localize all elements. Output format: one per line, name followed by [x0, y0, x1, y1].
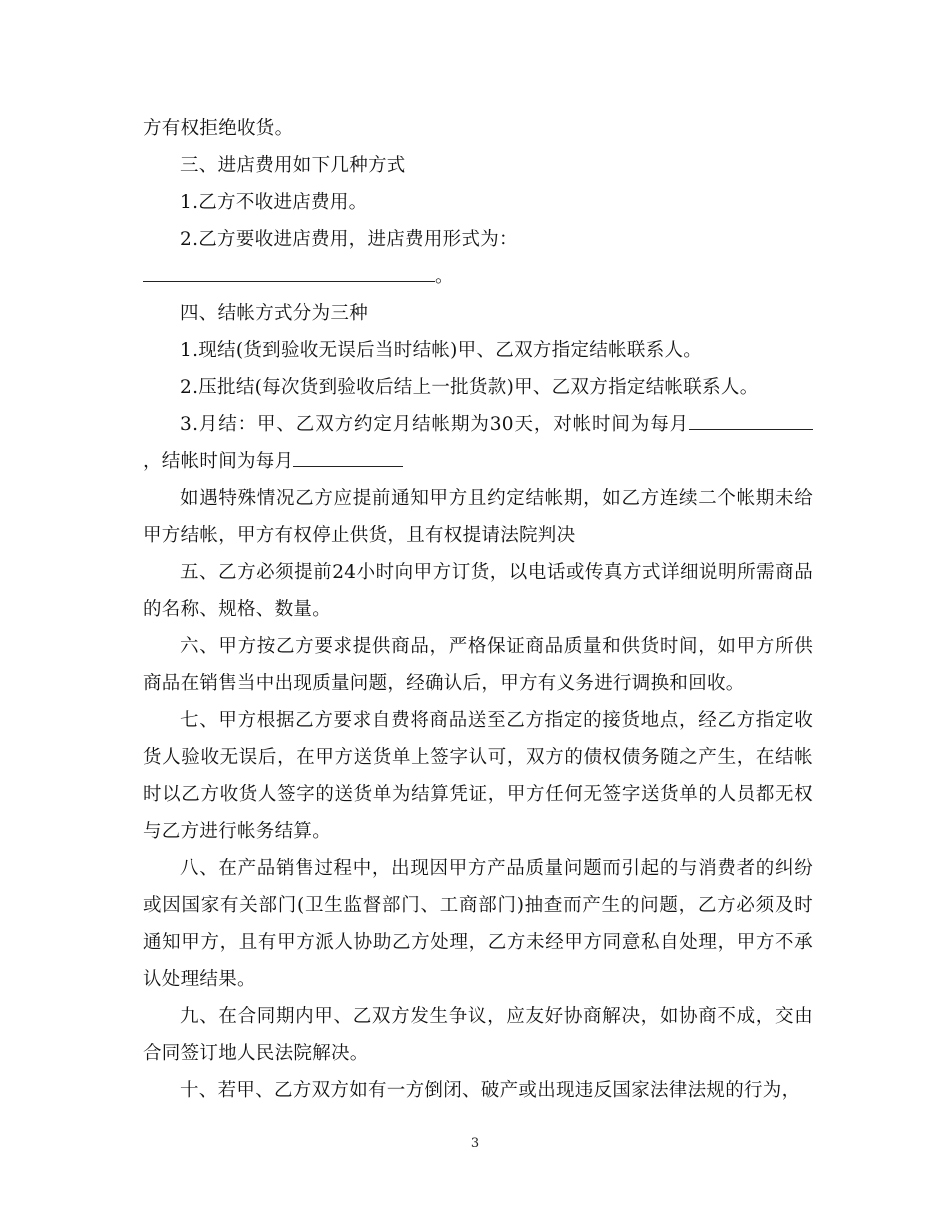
page-number: 3 [470, 1136, 480, 1151]
section-4-heading: 四、结帐方式分为三种 [180, 303, 369, 324]
section-3-heading: 三、进店费用如下几种方式 [180, 155, 406, 176]
section-7-paragraph: 七、甲方根据乙方要求自费将商品送至乙方指定的接货地点，经乙方指定收货人验收无误后，在甲方送货单上签字认可，双方的债权债务随之产生，在结帐时以乙方收货人签字的送货单为结算凭证，甲方任何无签字送货单的人员都无权与乙方进行帐务结算。 [143, 710, 813, 842]
paragraph-reject-goods: 方有权拒绝收货。 [143, 118, 294, 139]
section-3-item-1: 1.乙方不收进店费用。 [180, 192, 368, 213]
section-6-paragraph: 六、甲方按乙方要求提供商品，严格保证商品质量和供货时间，如甲方所供商品在销售当中出现质量问题，经确认后，甲方有义务进行调换和回收。 [143, 636, 813, 694]
reconcile-date-blank [689, 410, 813, 430]
section-4-item-3 [143, 406, 813, 480]
section-4-item-2: 2.压批结(每次货到验收后结上一批货款)甲、乙双方指定结帐联系人。 [180, 377, 759, 398]
section-8-paragraph: 八、在产品销售过程中，出现因甲方产品质量问题而引起的与消费者的纠纷或因国家有关部门(卫生监督部门、工商部门)抽查而产生的问题，乙方必须及时通知甲方，且有甲方派人协助乙方处理，乙方未经甲方同意私自处理，甲方不承认处理结果。 [143, 858, 813, 990]
section-9-paragraph: 九、在合同期内甲、乙双方发生争议，应友好协商解决，如协商不成，交由合同签订地人民法院解决。 [143, 1006, 813, 1064]
contract-body [143, 110, 813, 1109]
section-10-paragraph: 十、若甲、乙方双方如有一方倒闭、破产或出现违反国家法律法规的行为， [180, 1080, 801, 1101]
section-5-paragraph: 五、乙方必须提前24小时向甲方订货，以电话或传真方式详细说明所需商品的名称、规格、数量。 [143, 562, 813, 620]
special-circumstances-paragraph: 如遇特殊情况乙方应提前通知甲方且约定结帐期，如乙方连续二个帐期未给甲方结帐，甲方有权停止供货，且有权提请法院判决 [143, 488, 813, 546]
fee-form-blank [143, 262, 435, 282]
monthly-settlement-text: 3.月结：甲、乙双方约定月结帐期为30天，对帐时间为每月 [180, 414, 689, 435]
section-3-item-2: 2.乙方要收进店费用，进店费用形式为： [180, 229, 518, 250]
fee-form-period: 。 [435, 266, 454, 287]
settlement-date-text: ，结帐时间为每月 [143, 451, 294, 472]
settlement-date-blank [293, 447, 403, 467]
fee-form-line [143, 258, 813, 295]
section-4-item-1: 1.现结(货到验收无误后当时结帐)甲、乙双方指定结帐联系人。 [180, 340, 703, 361]
